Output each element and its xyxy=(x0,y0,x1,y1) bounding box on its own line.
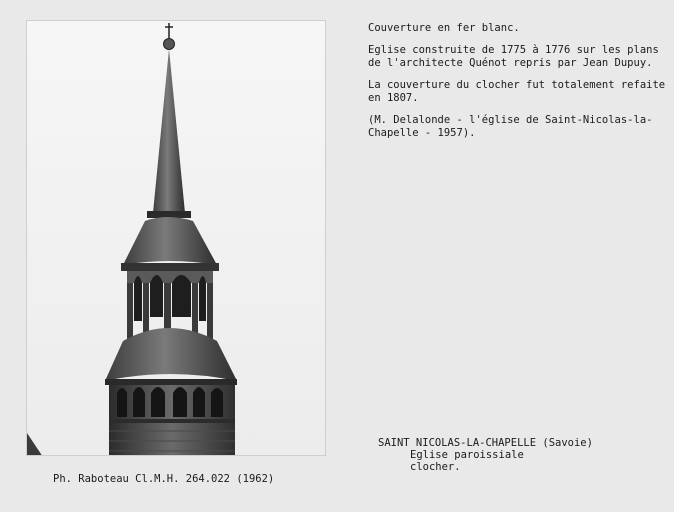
steeple-image xyxy=(27,21,326,456)
archive-notes xyxy=(368,22,668,149)
note-reference: (M. Delalonde - l'église de Saint-Nicolas-la- Chapelle - 1957). xyxy=(368,114,653,139)
caption-place: SAINT NICOLAS-LA-CHAPELLE xyxy=(378,437,537,449)
note-construction: Eglise construite de 1775 à 1776 sur les plans de l'architecte Quénot repris par Jean Dupuy. xyxy=(368,44,659,69)
caption-subject: clocher. xyxy=(410,461,461,473)
caption-building: Eglise paroissiale xyxy=(410,449,524,461)
bell-tower-photo xyxy=(26,20,326,456)
note-restoration: La couverture du clocher fut totalement refaite en 1807. xyxy=(368,79,666,104)
photo-caption xyxy=(378,437,593,473)
note-roofing: Couverture en fer blanc. xyxy=(368,22,520,34)
photo-credit: Ph. Raboteau Cl.M.H. 264.022 (1962) xyxy=(53,473,275,485)
caption-region: (Savoie) xyxy=(542,437,593,449)
